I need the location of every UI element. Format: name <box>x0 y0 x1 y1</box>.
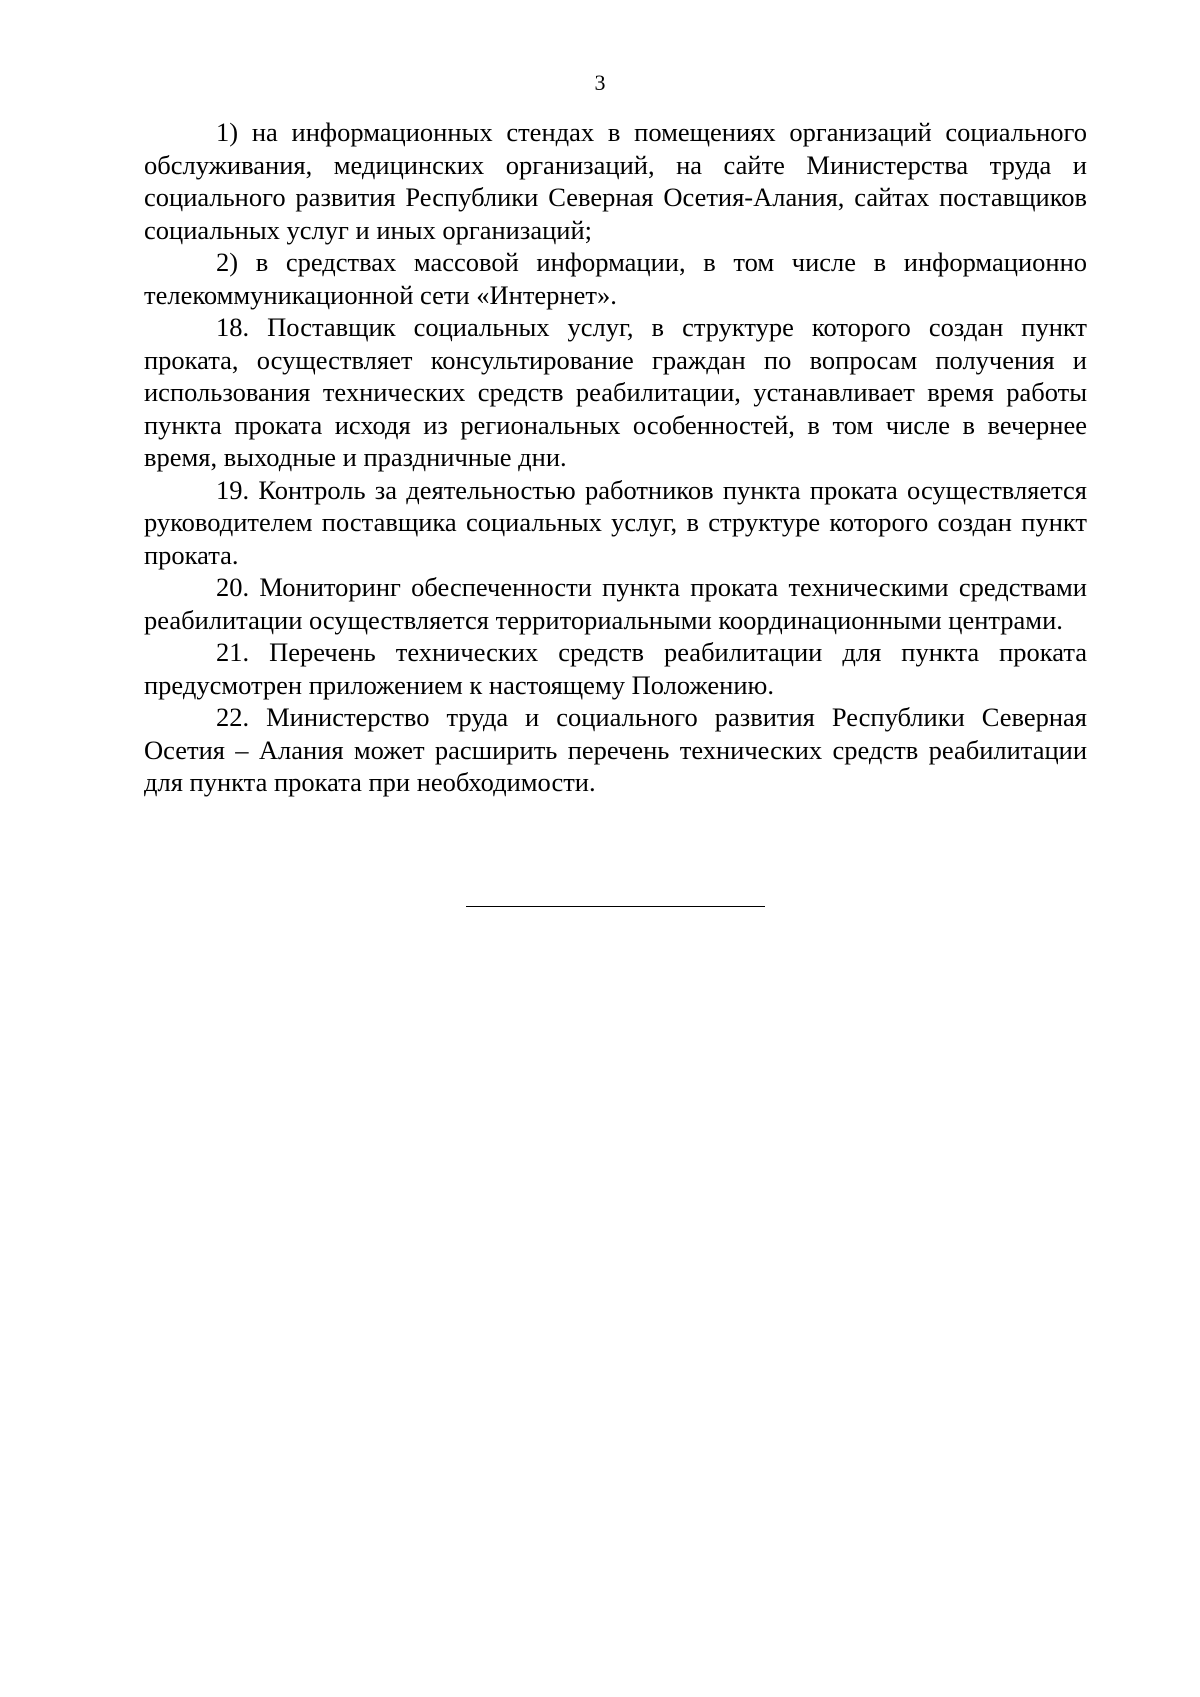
document-body <box>144 116 1087 799</box>
paragraph-clause-20: 20. Мониторинг обеспеченности пункта проката техническими средствами реабилитации осуществляется территориальными координационными центрами. <box>144 572 1087 635</box>
paragraph-clause-18: 18. Поставщик социальных услуг, в структуре которого создан пункт проката, осуществляет консультирование граждан по вопросам получения и использования технических средств реабилитации, устанавливает время работы пункта проката исходя из региональных особенностей, в том числе в вечернее время, выходные и праздничные дни. <box>144 312 1087 472</box>
paragraph-item-2: 2) в средствах массовой информации, в том числе в информационно телекоммуникационной сети «Интернет». <box>144 247 1087 310</box>
paragraph-clause-21: 21. Перечень технических средств реабилитации для пункта проката предусмотрен приложением к настоящему Положению. <box>144 637 1087 700</box>
paragraph-clause-19: 19. Контроль за деятельностью работников пункта проката осуществляется руководителем поставщика социальных услуг, в структуре которого создан пункт проката. <box>144 474 1087 570</box>
page-number: 3 <box>594 70 606 95</box>
end-separator-line <box>466 906 765 907</box>
paragraph-clause-22: 22. Министерство труда и социального развития Республики Северная Осетия – Алания может расширить перечень технических средств реабилитации для пункта проката при необходимости. <box>144 702 1087 797</box>
paragraph-item-1: 1) на информационных стендах в помещениях организаций социального обслуживания, медицинских организаций, на сайте Министерства труда и социального развития Республики Северная Осетия-Алания, сайтах поставщиков социальных услуг и иных организаций; <box>144 117 1087 245</box>
